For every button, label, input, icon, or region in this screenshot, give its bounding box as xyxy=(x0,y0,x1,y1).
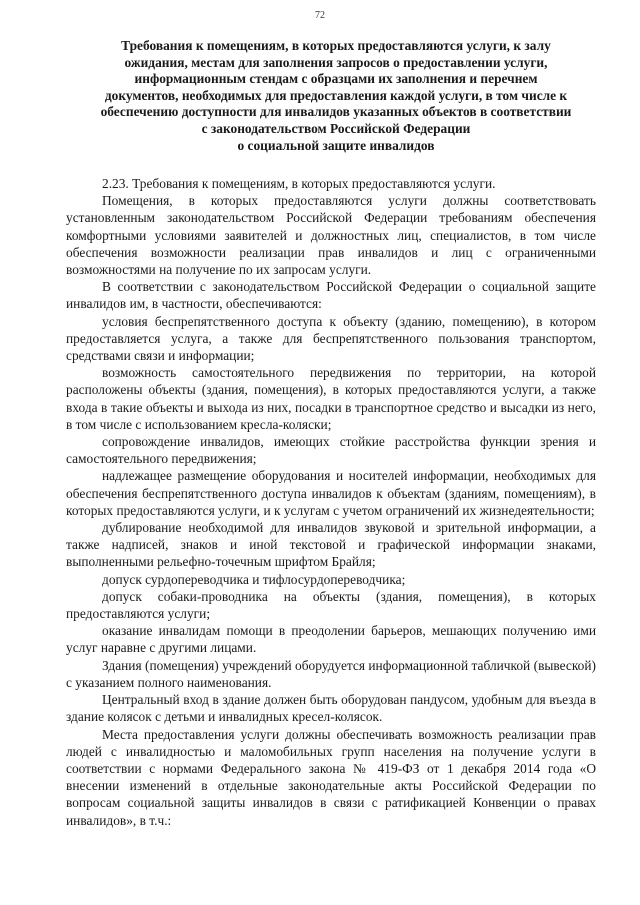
section-heading xyxy=(66,38,606,154)
heading-line: обеспечению доступности для инвалидов указанных объектов в соответствии xyxy=(100,104,572,120)
paragraph: Здания (помещения) учреждений оборудуется информационной табличкой (вывеской) с указанием полного наименования. xyxy=(66,657,596,690)
heading-line: ожидания, местам для заполнения запросов о предоставлении услуги, xyxy=(124,54,548,70)
paragraph: сопровождение инвалидов, имеющих стойкие расстройства функции зрения и самостоятельного передвижения; xyxy=(66,434,596,467)
heading-line: Требования к помещениям, в которых предоставляются услуги, к залу xyxy=(121,38,551,53)
paragraph: Центральный вход в здание должен быть оборудован пандусом, удобным для въезда в здание колясок с детьми и инвалидных кресел-колясок. xyxy=(66,692,596,725)
paragraph: допуск собаки-проводника на объекты (здания, помещения), в которых предоставляются услуги; xyxy=(66,588,596,622)
paragraph: возможность самостоятельного передвижения по территории, на которой расположены объекты (здания, помещения), в которых предоставляются услуги, а также входа в такие объекты и выхода из них, посадки в транспортное средство и высадки из него, в том числе с использованием кресла-коляски; xyxy=(66,365,596,432)
heading-line: с законодательством Российской Федерации xyxy=(201,120,471,136)
heading-line: о социальной защите инвалидов xyxy=(237,137,435,153)
paragraph: надлежащее размещение оборудования и носителей информации, необходимых для обеспечения беспрепятственного доступа инвалидов к объектам (зданиям, помещениям), в которых предоставляются услуги, и к услугам с учетом ограничений их жизнедеятельности; xyxy=(66,468,596,518)
heading-line: документов, необходимых для предоставления каждой услуги, в том числе к xyxy=(104,87,568,103)
paragraph: допуск сурдопереводчика и тифлосурдопереводчика; xyxy=(102,571,406,587)
paragraph: 2.23. Требования к помещениям, в которых предоставляются услуги. xyxy=(102,176,496,191)
body-text xyxy=(66,175,596,829)
paragraph: Помещения, в которых предоставляются услуги должны соответствовать установленным законодательством Российской Федерации требованиям обеспечения комфортными условиями заявителей и должностных лиц, специалистов, в том числе обеспечения возможности реализации прав инвалидов и лиц с ограниченными возможностями на получение по их запросам услуги. xyxy=(66,193,596,278)
paragraph: Места предоставления услуги должны обеспечивать возможность реализации прав людей с инвалидностью и маломобильных групп населения на получение услуги в соответствии с нормами Федерального закона № 419-ФЗ от 1 декабря 2014 года «О внесении изменений в отдельные законодательные акты Российской Федерации по вопросам социальной защиты инвалидов в связи с ратификацией Конвенции о правах инвалидов», в т.ч.: xyxy=(66,726,596,828)
paragraph: условия беспрепятственного доступа к объекту (зданию, помещению), в котором предоставляется услуга, а также для беспрепятственного пользования транспортом, средствами связи и информации; xyxy=(66,313,596,364)
paragraph: дублирование необходимой для инвалидов звуковой и зрительной информации, а также надписей, знаков и иной текстовой и графической информации знаками, выполненными рельефно-точечным шрифтом Брайля; xyxy=(66,520,596,570)
paragraph: В соответствии с законодательством Российской Федерации о социальной защите инвалидов им, в частности, обеспечиваются: xyxy=(66,279,596,312)
heading-line: информационным стендам с образцами их заполнения и перечнем xyxy=(134,71,538,87)
page-number: 72 xyxy=(315,10,325,21)
paragraph: оказание инвалидам помощи в преодолении барьеров, мешающих получению ими услуг наравне с другими лицами. xyxy=(66,623,596,656)
